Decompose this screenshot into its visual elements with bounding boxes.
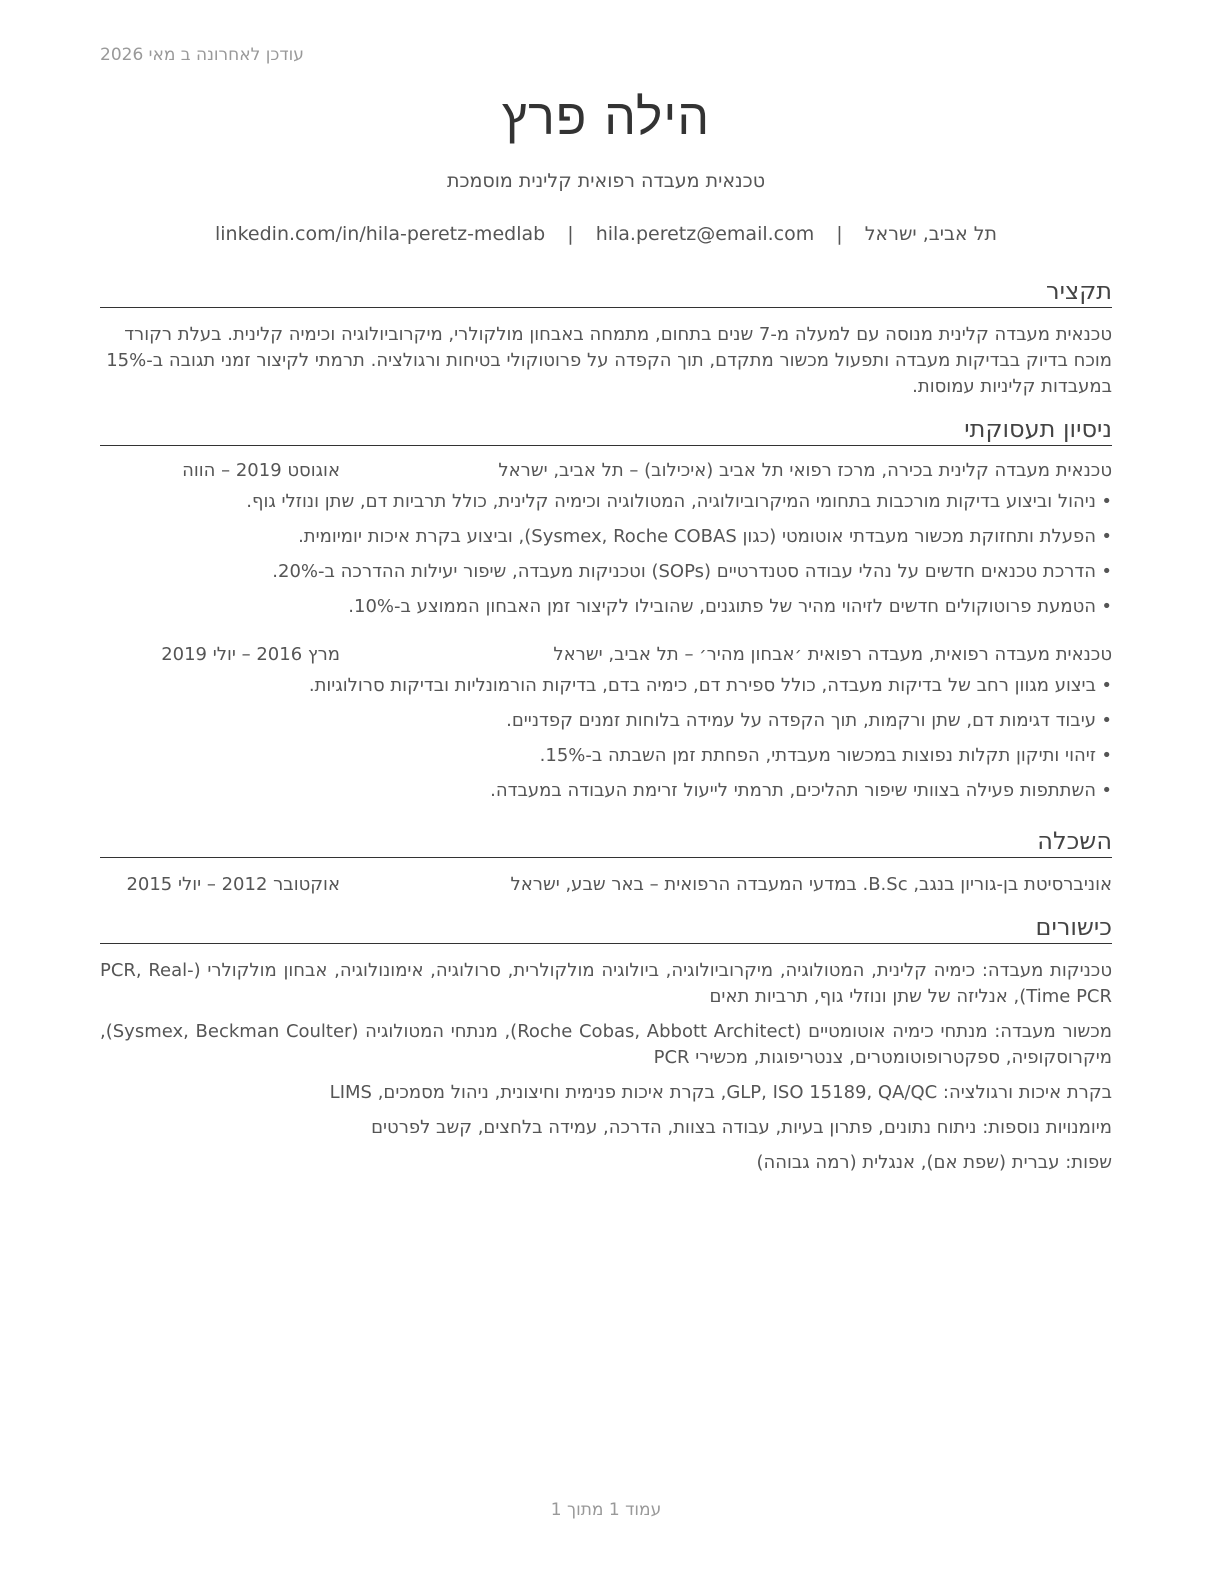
- contact-separator: |: [836, 223, 843, 245]
- job-dates: אוגוסט 2019 – הווה: [182, 460, 340, 481]
- contact-location: תל אביב, ישראל: [864, 223, 998, 245]
- education-heading: השכלה: [100, 826, 1112, 858]
- job-bullet: • ניהול וביצוע בדיקות מורכבות בתחומי המיקרוביולוגיה, המטולוגיה וכימיה קלינית, כולל תרביות דם, שתן ונוזלי גוף.: [100, 490, 1096, 514]
- job-role: טכנאית מעבדה רפואית, מעבדה רפואית ׳אבחון מהיר׳ – תל אביב, ישראל: [553, 644, 1112, 665]
- job-bullet: • הטמעת פרוטוקולים חדשים לזיהוי מהיר של פתוגנים, שהובילו לקיצור זמן האבחון הממוצע ב-10%.: [100, 595, 1096, 619]
- education-dates: אוקטובר 2012 – יולי 2015: [126, 874, 340, 895]
- skill-item: בקרת איכות ורגולציה: GLP, ISO 15189, QA/QC, בקרת איכות פנימית וחיצונית, ניהול מסמכים, LIMS: [329, 1082, 1112, 1103]
- job-bullet: • הפעלת ותחזוקת מכשור מעבדתי אוטומטי (כגון Sysmex, Roche COBAS), וביצוע בקרת איכות יומיומית.: [100, 525, 1096, 549]
- contact-linkedin[interactable]: linkedin.com/in/hila-peretz-medlab: [214, 223, 546, 245]
- job-bullets: [100, 674, 1112, 803]
- education-degree: אוניברסיטת בן-גוריון בנגב, B.Sc. במדעי המעבדה הרפואית – באר שבע, ישראל: [510, 874, 1112, 895]
- last-updated: עודכן לאחרונה ב מאי 2026: [100, 45, 304, 65]
- job-role: טכנאית מעבדה קלינית בכירה, מרכז רפואי תל אביב (איכילוב) – תל אביב, ישראל: [498, 460, 1112, 481]
- job-bullet: • השתתפות פעילה בצוותי שיפור תהליכים, תרמתי לייעול זרימת העבודה במעבדה.: [100, 779, 1096, 803]
- skills-list: [100, 958, 1112, 1176]
- skills-section: [100, 912, 1112, 1185]
- summary-heading: תקציר: [100, 276, 1112, 308]
- skill-item: שפות: עברית (שפת אם), אנגלית (רמה גבוהה): [756, 1152, 1112, 1173]
- summary-text: טכנאית מעבדה קלינית מנוסה עם למעלה מ-7 שנים בתחום, מתמחה באבחון מולקולרי, מיקרוביולוגיה וכימיה קלינית. בעלת רקורד מוכח בדיוק בבדיקות מעבדה ותפעול מכשור מתקדם, תוך הקפדה על פרוטוקולי בטיחות ורגולציה. תרמתי לקיצור זמני תגובה ב-15% במעבדות קליניות עמוסות.: [106, 324, 1112, 397]
- contact-separator: |: [567, 223, 574, 245]
- experience-section: [100, 414, 1112, 814]
- education-entry: [100, 871, 1112, 899]
- job-bullets: [100, 490, 1112, 619]
- summary-section: [100, 276, 1112, 400]
- skills-heading: כישורים: [100, 912, 1112, 944]
- job-bullet: • ביצוע מגוון רחב של בדיקות מעבדה, כולל ספירת דם, כימיה בדם, בדיקות הורמונליות ובדיקות סרולוגיות.: [100, 674, 1096, 698]
- experience-heading: ניסיון תעסוקתי: [100, 414, 1112, 446]
- job-entry: [100, 457, 1112, 619]
- contact-line: [100, 223, 1112, 245]
- job-dates: מרץ 2016 – יולי 2019: [161, 644, 340, 665]
- candidate-title: טכנאית מעבדה רפואית קלינית מוסמכת: [446, 170, 766, 192]
- page-number: עמוד 1 מתוך 1: [550, 1500, 662, 1520]
- education-section: [100, 826, 1112, 899]
- skill-item: מכשור מעבדה: מנתחי כימיה אוטומטיים (Roche Cobas, Abbott Architect), מנתחי המטולוגיה (Sysmex, Beckman Coulter), מיקרוסקופיה, ספקטרופוטומטרים, צנטריפוגות, מכשירי PCR: [100, 1021, 1112, 1068]
- contact-email[interactable]: hila.peretz@email.com: [595, 223, 815, 245]
- skill-item: טכניקות מעבדה: כימיה קלינית, המטולוגיה, מיקרוביולוגיה, ביולוגיה מולקולרית, סרולוגיה, אימונולוגיה, אבחון מולקולרי (PCR, Real-Time PCR), אנליזה של שתן ונוזלי גוף, תרביות תאים: [100, 960, 1112, 1007]
- job-bullet: • הדרכת טכנאים חדשים על נהלי עבודה סטנדרטיים (SOPs) וטכניקות מעבדה, שיפור יעילות ההדרכה ב-20%.: [100, 560, 1096, 584]
- job-entry: [100, 641, 1112, 803]
- job-bullet: • זיהוי ותיקון תקלות נפוצות במכשור מעבדתי, הפחתת זמן השבתה ב-15%.: [100, 744, 1096, 768]
- skill-item: מיומנויות נוספות: ניתוח נתונים, פתרון בעיות, עבודה בצוות, הדרכה, עמידה בלחצים, קשב לפרטים: [371, 1117, 1112, 1138]
- job-header: [100, 641, 1112, 669]
- job-header: [100, 457, 1112, 485]
- candidate-name: הילה פרץ: [501, 88, 711, 146]
- job-bullet: • עיבוד דגימות דם, שתן ורקמות, תוך הקפדה על עמידה בלוחות זמנים קפדניים.: [100, 709, 1096, 733]
